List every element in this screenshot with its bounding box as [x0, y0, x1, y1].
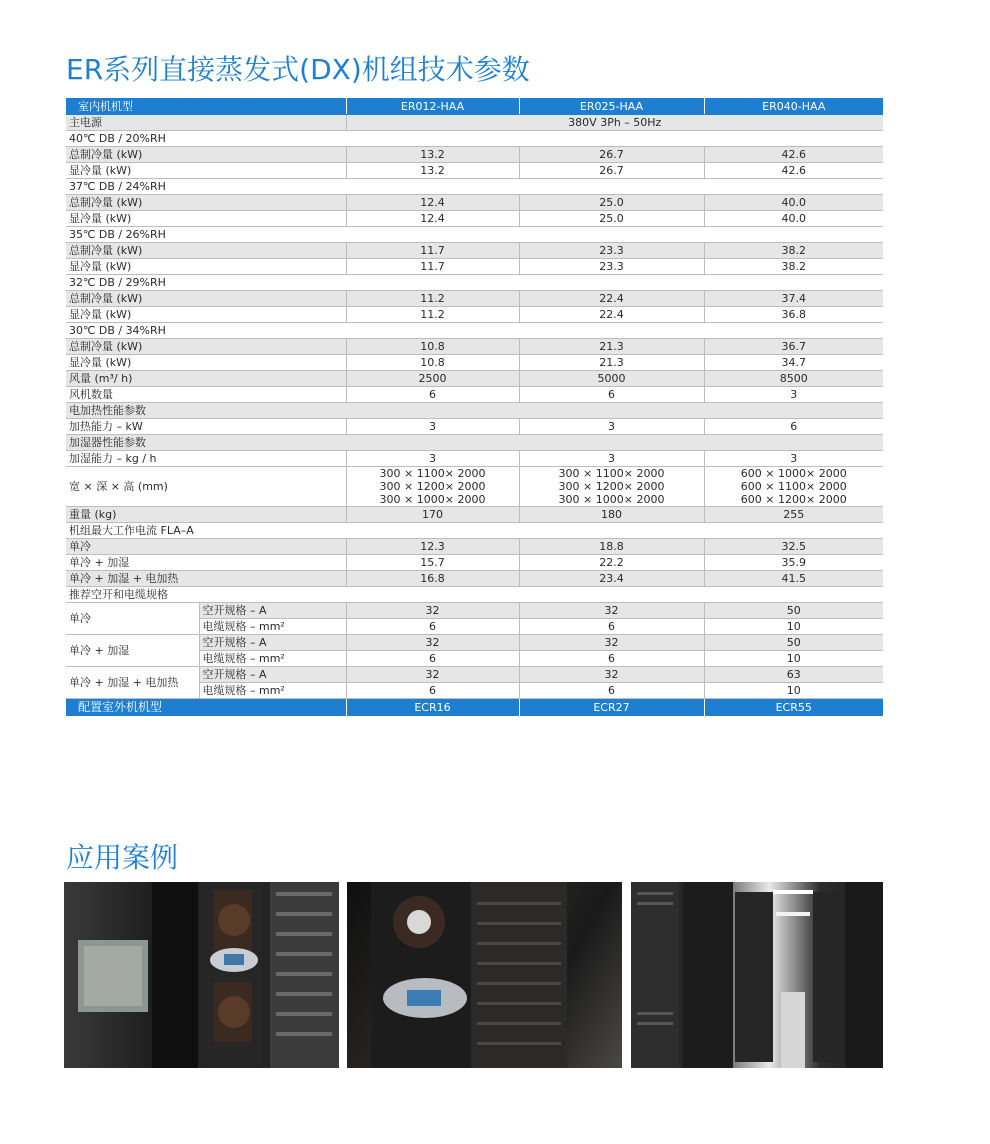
- section-label: 35℃ DB / 26%RH: [66, 227, 883, 243]
- value-cell: 6: [519, 619, 704, 635]
- weight-row: [66, 507, 883, 523]
- case-photo-3: [631, 882, 883, 1068]
- value-cell: 32: [346, 667, 519, 683]
- heater-row: [66, 419, 883, 435]
- section-label: 机组最大工作电流 FLA–A: [66, 523, 883, 539]
- breaker-row: [66, 667, 883, 683]
- value-cell: 8500: [704, 371, 883, 387]
- value-cell: 22.2: [519, 555, 704, 571]
- total-cooling-row: [66, 195, 883, 211]
- value-cell: 11.7: [346, 259, 519, 275]
- row-label: 风机数量: [66, 387, 346, 403]
- value-cell: 16.8: [346, 571, 519, 587]
- dimensions-value: [519, 467, 704, 507]
- breaker-row: [66, 603, 883, 619]
- value-cell: 5000: [519, 371, 704, 387]
- value-cell: 11.2: [346, 307, 519, 323]
- row-label: 加热能力 – kW: [66, 419, 346, 435]
- value-cell: 32: [519, 667, 704, 683]
- value-cell: 10: [704, 683, 883, 699]
- row-label: 加湿能力 – kg / h: [66, 451, 346, 467]
- value-cell: 25.0: [519, 211, 704, 227]
- value-cell: 32: [519, 603, 704, 619]
- value-cell: 37.4: [704, 291, 883, 307]
- humid-section-row: [66, 435, 883, 451]
- value-cell: 40.0: [704, 195, 883, 211]
- sensible-cooling-row: [66, 307, 883, 323]
- dimension-line: 600 × 1000× 2000: [740, 467, 847, 480]
- row-label: 总制冷量 (kW): [66, 339, 346, 355]
- cable-spec-label: 电缆规格 – mm²: [199, 651, 346, 667]
- value-cell: 255: [704, 507, 883, 523]
- value-cell: 38.2: [704, 259, 883, 275]
- breaker-group-label: 单冷: [66, 603, 199, 635]
- value-cell: 34.7: [704, 355, 883, 371]
- value-cell: 6: [519, 387, 704, 403]
- breaker-group-label: 单冷 + 加湿 + 电加热: [66, 667, 199, 699]
- value-cell: 11.2: [346, 291, 519, 307]
- value-cell: 21.3: [519, 339, 704, 355]
- value-cell: 10: [704, 619, 883, 635]
- value-cell: 12.4: [346, 195, 519, 211]
- value-cell: 6: [519, 651, 704, 667]
- row-label: 显冷量 (kW): [66, 307, 346, 323]
- case-photo-2: [347, 882, 622, 1068]
- fan-count-row: [66, 387, 883, 403]
- dimension-line: 300 × 1200× 2000: [558, 480, 665, 493]
- outdoor-model-name: ECR55: [704, 699, 883, 717]
- value-cell: 38.2: [704, 243, 883, 259]
- value-cell: 6: [346, 651, 519, 667]
- value-cell: 32: [346, 603, 519, 619]
- row-label: 显冷量 (kW): [66, 355, 346, 371]
- breaker-group-label: 单冷 + 加湿: [66, 635, 199, 667]
- outdoor-model-row: [66, 699, 883, 717]
- value-cell: 15.7: [346, 555, 519, 571]
- value-cell: 25.0: [519, 195, 704, 211]
- value-cell: 10.8: [346, 339, 519, 355]
- value-cell: 36.7: [704, 339, 883, 355]
- value-cell: 10: [704, 651, 883, 667]
- sensible-cooling-row: [66, 211, 883, 227]
- value-cell: 3: [704, 387, 883, 403]
- value-cell: 32.5: [704, 539, 883, 555]
- dimension-line: 300 × 1100× 2000: [379, 467, 486, 480]
- row-label: 显冷量 (kW): [66, 211, 346, 227]
- value-cell: 13.2: [346, 163, 519, 179]
- section-label: 37℃ DB / 24%RH: [66, 179, 883, 195]
- dimension-line: 300 × 1000× 2000: [558, 493, 665, 506]
- value-cell: 26.7: [519, 147, 704, 163]
- value-cell: 22.4: [519, 291, 704, 307]
- breaker-row: [66, 635, 883, 651]
- total-cooling-row: [66, 339, 883, 355]
- value-cell: 21.3: [519, 355, 704, 371]
- total-cooling-row: [66, 147, 883, 163]
- row-label: 单冷 + 加湿: [66, 555, 346, 571]
- indoor-model-label: 室内机机型: [66, 98, 346, 115]
- dimensions-row: [66, 467, 883, 507]
- value-cell: 3: [346, 451, 519, 467]
- row-label: 风量 (m³/ h): [66, 371, 346, 387]
- value-cell: 32: [346, 635, 519, 651]
- value-cell: 6: [346, 619, 519, 635]
- condition-row: [66, 227, 883, 243]
- row-label: 总制冷量 (kW): [66, 243, 346, 259]
- value-cell: 35.9: [704, 555, 883, 571]
- power-row: [66, 115, 883, 131]
- sensible-cooling-row: [66, 355, 883, 371]
- model-name: ER040-HAA: [704, 98, 883, 115]
- model-name: ER025-HAA: [519, 98, 704, 115]
- condition-row: [66, 323, 883, 339]
- value-cell: 6: [346, 387, 519, 403]
- value-cell: 11.7: [346, 243, 519, 259]
- spec-table: [66, 98, 883, 716]
- cable-spec-label: 电缆规格 – mm²: [199, 683, 346, 699]
- row-label: 显冷量 (kW): [66, 259, 346, 275]
- section-label: 电加热性能参数: [66, 403, 883, 419]
- outdoor-model-name: ECR27: [519, 699, 704, 717]
- value-cell: 32: [519, 635, 704, 651]
- value-cell: 23.3: [519, 243, 704, 259]
- value-cell: 3: [519, 419, 704, 435]
- airflow-row: [66, 371, 883, 387]
- dimension-line: 300 × 1000× 2000: [379, 493, 486, 506]
- dimensions-label: 宽 × 深 × 高 (mm): [66, 467, 346, 507]
- breaker-spec-label: 空开规格 – A: [199, 603, 346, 619]
- fla-section-row: [66, 523, 883, 539]
- outdoor-model-name: ECR16: [346, 699, 519, 717]
- section-label: 加湿器性能参数: [66, 435, 883, 451]
- heater-section-row: [66, 403, 883, 419]
- value-cell: 41.5: [704, 571, 883, 587]
- outdoor-model-label: 配置室外机机型: [66, 699, 346, 717]
- value-cell: 6: [346, 683, 519, 699]
- breaker-section-row: [66, 587, 883, 603]
- power-label: 主电源: [66, 115, 346, 131]
- value-cell: 3: [519, 451, 704, 467]
- dimensions-value: [346, 467, 519, 507]
- value-cell: 36.8: [704, 307, 883, 323]
- value-cell: 22.4: [519, 307, 704, 323]
- condition-row: [66, 131, 883, 147]
- fla-row: [66, 571, 883, 587]
- condition-row: [66, 179, 883, 195]
- sensible-cooling-row: [66, 259, 883, 275]
- dimension-line: 300 × 1200× 2000: [379, 480, 486, 493]
- model-name: ER012-HAA: [346, 98, 519, 115]
- fla-row: [66, 539, 883, 555]
- table-header-row: [66, 98, 883, 115]
- humid-row: [66, 451, 883, 467]
- value-cell: 23.4: [519, 571, 704, 587]
- row-label: 单冷 + 加湿 + 电加热: [66, 571, 346, 587]
- dimension-line: 600 × 1200× 2000: [740, 493, 847, 506]
- value-cell: 23.3: [519, 259, 704, 275]
- fla-row: [66, 555, 883, 571]
- section-label: 32℃ DB / 29%RH: [66, 275, 883, 291]
- dimension-line: 300 × 1100× 2000: [558, 467, 665, 480]
- row-label: 单冷: [66, 539, 346, 555]
- breaker-spec-label: 空开规格 – A: [199, 635, 346, 651]
- page-title: ER系列直接蒸发式(DX)机组技术参数: [66, 53, 530, 86]
- section-title-cases: 应用案例: [66, 841, 179, 874]
- section-label: 30℃ DB / 34%RH: [66, 323, 883, 339]
- value-cell: 42.6: [704, 163, 883, 179]
- row-label: 总制冷量 (kW): [66, 291, 346, 307]
- section-label: 40℃ DB / 20%RH: [66, 131, 883, 147]
- value-cell: 6: [519, 683, 704, 699]
- cable-spec-label: 电缆规格 – mm²: [199, 619, 346, 635]
- row-label: 重量 (kg): [66, 507, 346, 523]
- value-cell: 170: [346, 507, 519, 523]
- value-cell: 3: [346, 419, 519, 435]
- value-cell: 180: [519, 507, 704, 523]
- value-cell: 2500: [346, 371, 519, 387]
- value-cell: 42.6: [704, 147, 883, 163]
- dimension-line: 600 × 1100× 2000: [740, 480, 847, 493]
- value-cell: 18.8: [519, 539, 704, 555]
- value-cell: 6: [704, 419, 883, 435]
- dimensions-value: [704, 467, 883, 507]
- breaker-spec-label: 空开规格 – A: [199, 667, 346, 683]
- value-cell: 50: [704, 603, 883, 619]
- value-cell: 40.0: [704, 211, 883, 227]
- sensible-cooling-row: [66, 163, 883, 179]
- value-cell: 26.7: [519, 163, 704, 179]
- power-value: 380V 3Ph – 50Hz: [346, 115, 883, 131]
- row-label: 显冷量 (kW): [66, 163, 346, 179]
- value-cell: 50: [704, 635, 883, 651]
- section-label: 推荐空开和电缆规格: [66, 587, 883, 603]
- row-label: 总制冷量 (kW): [66, 195, 346, 211]
- total-cooling-row: [66, 291, 883, 307]
- value-cell: 3: [704, 451, 883, 467]
- case-photo-1: [64, 882, 339, 1068]
- condition-row: [66, 275, 883, 291]
- total-cooling-row: [66, 243, 883, 259]
- value-cell: 12.4: [346, 211, 519, 227]
- row-label: 总制冷量 (kW): [66, 147, 346, 163]
- value-cell: 10.8: [346, 355, 519, 371]
- value-cell: 12.3: [346, 539, 519, 555]
- value-cell: 63: [704, 667, 883, 683]
- value-cell: 13.2: [346, 147, 519, 163]
